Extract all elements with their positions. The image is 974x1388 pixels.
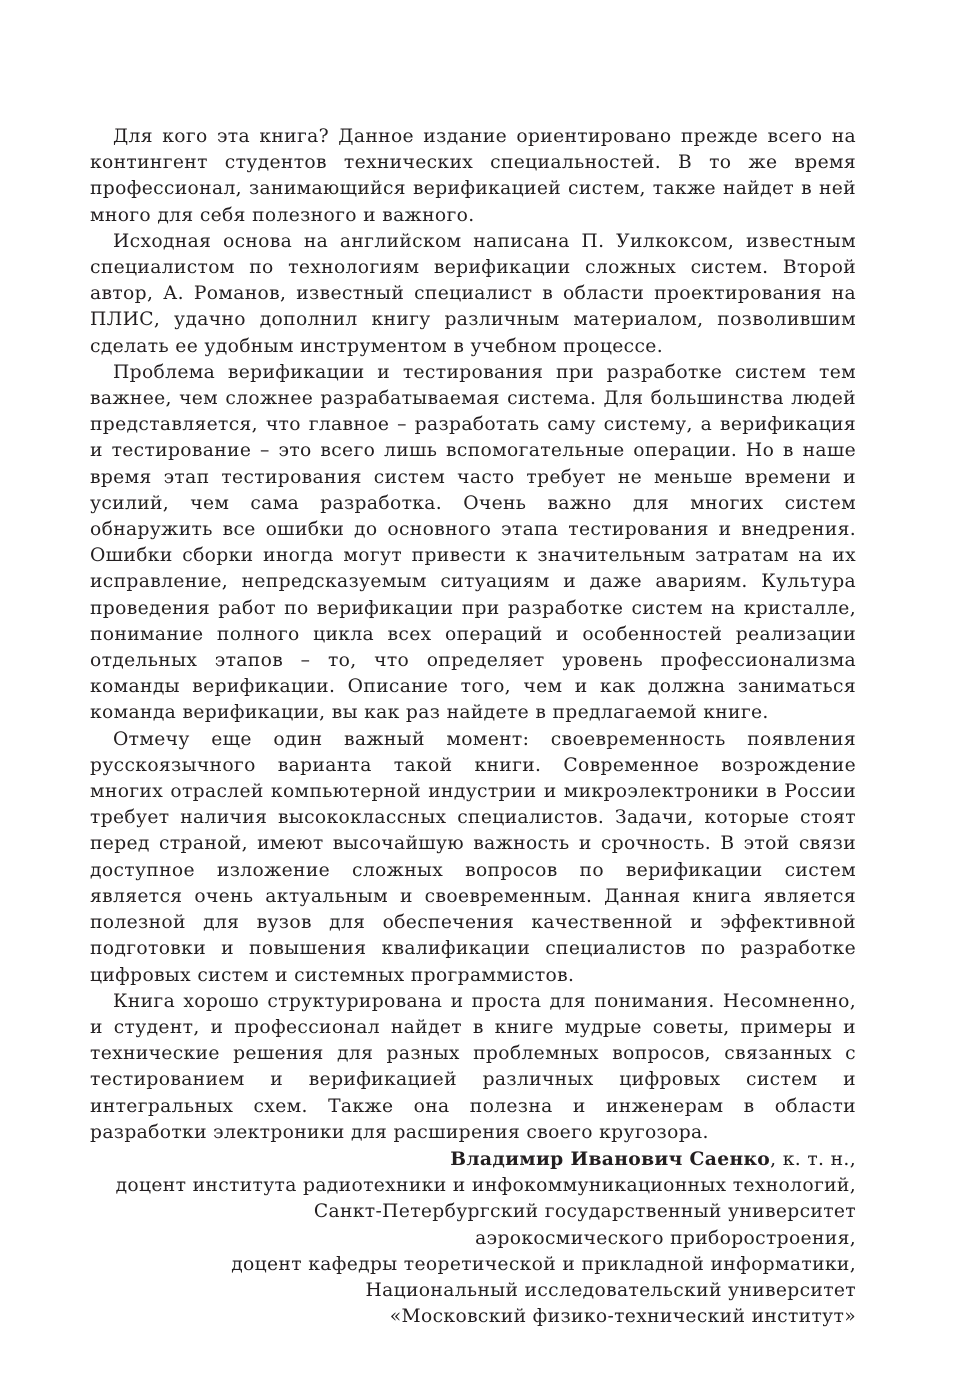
paragraph-relevance: Отмечу еще один важный момент: своевременность появления русскоязычного варианта такой книги. Современное возрождение многих отраслей компьютерной индустрии и микроэлектроники в России требует наличия высококлассных специалистов. Задачи, которые стоят перед страной, имеют высочайшую важность и срочность. В этой связи доступное изложение сложных вопросов по верификации систем является очень актуальным и своевременным. Данная книга является полезной для вузов для обеспечения качественной и эффективной подготовки и повышения квалификации специалистов по разработке цифровых систем и системных программистов.: [90, 728, 856, 986]
signature-degree: , к. т. н.,: [770, 1148, 856, 1170]
signature-block: [90, 1146, 856, 1330]
signature-affiliation-line: «Московский физико-технический институт»: [389, 1306, 856, 1328]
paragraph-intro: Для кого эта книга? Данное издание ориентировано прежде всего на контингент студентов технических специальностей. В то же время профессионал, занимающийся верификацией систем, также найдет в ней много для себя полезного и важного.: [90, 126, 856, 226]
signature-affiliation-line: доцент кафедры теоретической и прикладной информатики,: [231, 1253, 856, 1275]
paragraph-conclusion: Книга хорошо структурирована и проста для понимания. Несомненно, и студент, и профессионал найдет в книге мудрые советы, примеры и технические решения для разных проблемных вопросов, связанных с тестированием и верификацией различных цифровых систем и интегральных схем. Также она полезна и инженерам в области разработки электроники для расширения своего кругозора.: [90, 990, 856, 1143]
signature-affiliation-line: доцент института радиотехники и инфокоммуникационных технологий,: [115, 1175, 856, 1197]
paragraph-authors: Исходная основа на английском написана П. Уилкоксом, известным специалистом по технологиям верификации сложных систем. Второй автор, А. Романов, известный специалист в области проектирования на ПЛИС, удачно дополнил книгу различным материалом, позволившим сделать ее удобным инструментом в учебном процессе.: [90, 230, 856, 357]
signature-affiliation-line: Санкт-Петербургский государственный университет: [313, 1201, 856, 1223]
paragraph-problem: Проблема верификации и тестирования при разработке систем тем важнее, чем сложнее разрабатываемая система. Для большинства людей представляется, что главное – разработать саму систему, а верификация и тестирование – это всего лишь вспомогательные операции. Но в наше время этап тестирования систем часто требует не меньше времени и усилий, чем сама разработка. Очень важно для многих систем обнаружить все ошибки до основного этапа тестирования и внедрения. Ошибки сборки иногда могут привести к значительным затратам на их исправление, непредсказуемым ситуациям и даже авариям. Культура проведения работ по верификации при разработке систем на кристалле, понимание полного цикла всех операций и особенностей реализации отдельных этапов – то, что определяет уровень профессионализма команды верификации. Описание того, чем и как должна заниматься команда верификации, вы как раз найдете в предлагаемой книге.: [90, 361, 856, 724]
document-page: [90, 124, 856, 1330]
signature-affiliation-line: аэрокосмического приборостроения,: [475, 1227, 856, 1249]
signature-name: Владимир Иванович Саенко: [450, 1147, 771, 1170]
signature-name-line: [90, 1146, 856, 1173]
signature-affiliation-line: Национальный исследовательский университет: [365, 1279, 856, 1301]
